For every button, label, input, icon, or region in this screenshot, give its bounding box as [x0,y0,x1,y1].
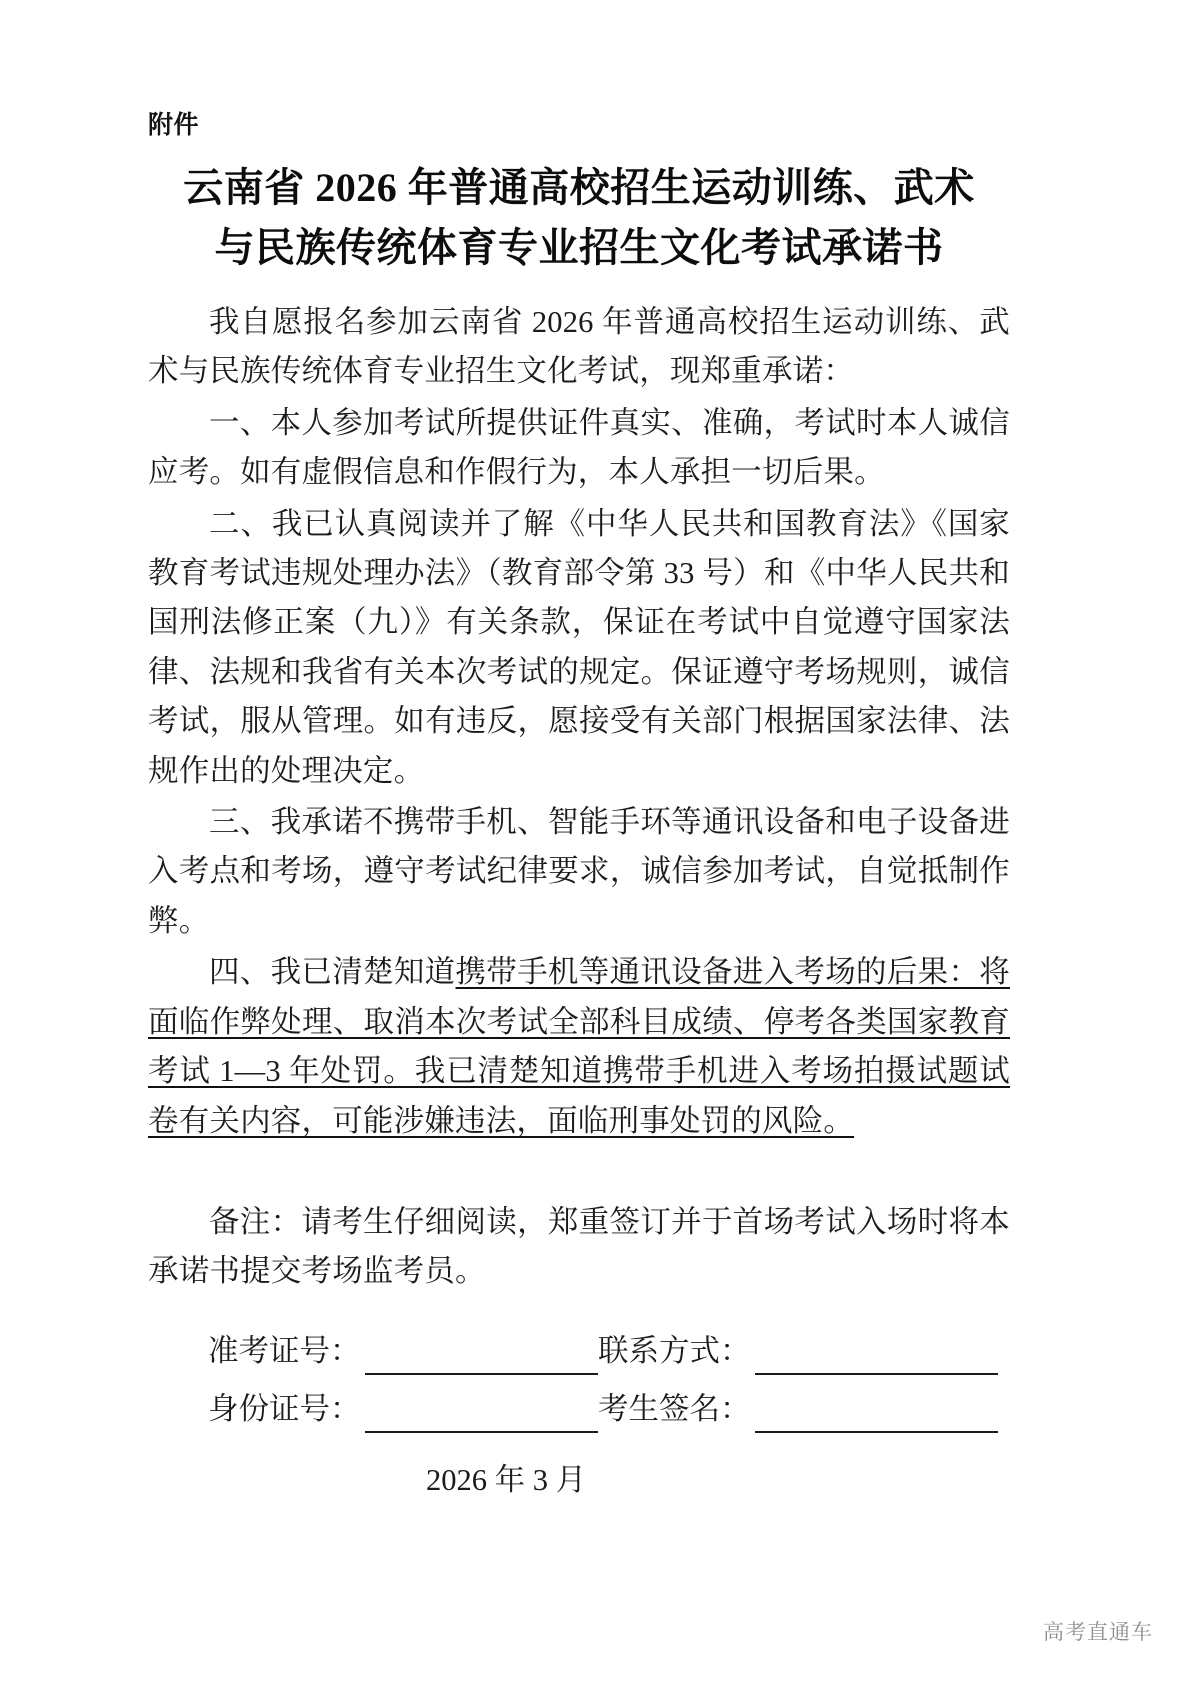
clause-2 [148,500,1010,796]
clause-3 [148,798,1010,946]
clause-3-number: 三、 [209,805,271,840]
date-line: 2026 年 3 月 [426,1462,587,1497]
id-number-field[interactable] [208,1381,598,1439]
id-number-label: 身份证号： [208,1391,361,1426]
clause-1-number: 一、 [209,405,271,440]
field-row [148,1381,1010,1439]
note-paragraph: 备注：请考生仔细阅读，郑重签订并于首场考试入场时将本承诺书提交考场监考员。 [148,1204,1010,1289]
signature-field[interactable] [598,1381,998,1439]
signature-blank[interactable] [755,1401,999,1433]
clause-4-text-plain: 我已清楚知道 [270,955,456,990]
clause-3-text: 我承诺不携带手机、智能手环等通讯设备和电子设备进入考点和考场，遵守考试纪律要求，诚信参加考试，自觉抵制作弊。 [148,805,1010,938]
clause-1 [148,399,1010,498]
signature-fields [148,1323,1010,1439]
id-number-blank[interactable] [365,1401,599,1433]
clause-4-number: 四、 [209,955,271,990]
clause-2-number: 二、 [209,506,272,541]
contact-label: 联系方式： [598,1333,751,1368]
field-row [148,1323,1010,1381]
document-content [148,110,1010,1499]
attachment-label: 附件 [148,111,200,139]
clause-4-text-underlined: 携带手机等通讯设备进入考场的后果：将面临作弊处理、取消本次考试全部科目成绩、停考各类国家教育考试 1—3 年处罚。我已清楚知道携带手机进入考场拍摄试题试卷有关内容，可能涉嫌违法，面临刑事处罚的风险。 [148,955,1010,1138]
title-line-1: 云南省 2026 年普通高校招生运动训练、武术 [183,165,975,210]
exam-number-label: 准考证号： [208,1333,361,1368]
watermark: 高考直通车 [1043,1621,1153,1644]
clause-4 [148,948,1010,1146]
contact-field[interactable] [598,1323,998,1381]
exam-number-field[interactable] [208,1323,598,1381]
clause-2-text: 我已认真阅读并了解《中华人民共和国教育法》《国家教育考试违规处理办法》（教育部令第 33 号）和《中华人民共和国刑法修正案（九）》有关条款，保证在考试中自觉遵守国家法律、法规和我省有关本次考试的规定。保证遵守考场规则，诚信考试，服从管理。如有违反，愿接受有关部门根据国家法律、法规作出的处理决定。 [148,506,1010,788]
signature-label: 考生签名： [598,1391,751,1426]
preamble-paragraph: 我自愿报名参加云南省 2026 年普通高校招生运动训练、武术与民族传统体育专业招生文化考试，现郑重承诺： [148,305,1010,389]
exam-number-blank[interactable] [365,1343,599,1375]
title-line-2: 与民族传统体育专业招生文化考试承诺书 [214,225,944,270]
contact-blank[interactable] [755,1343,999,1375]
page-title [148,158,1010,278]
clause-1-text: 本人参加考试所提供证件真实、准确，考试时本人诚信应考。如有虚假信息和作假行为，本人承担一切后果。 [148,405,1010,490]
